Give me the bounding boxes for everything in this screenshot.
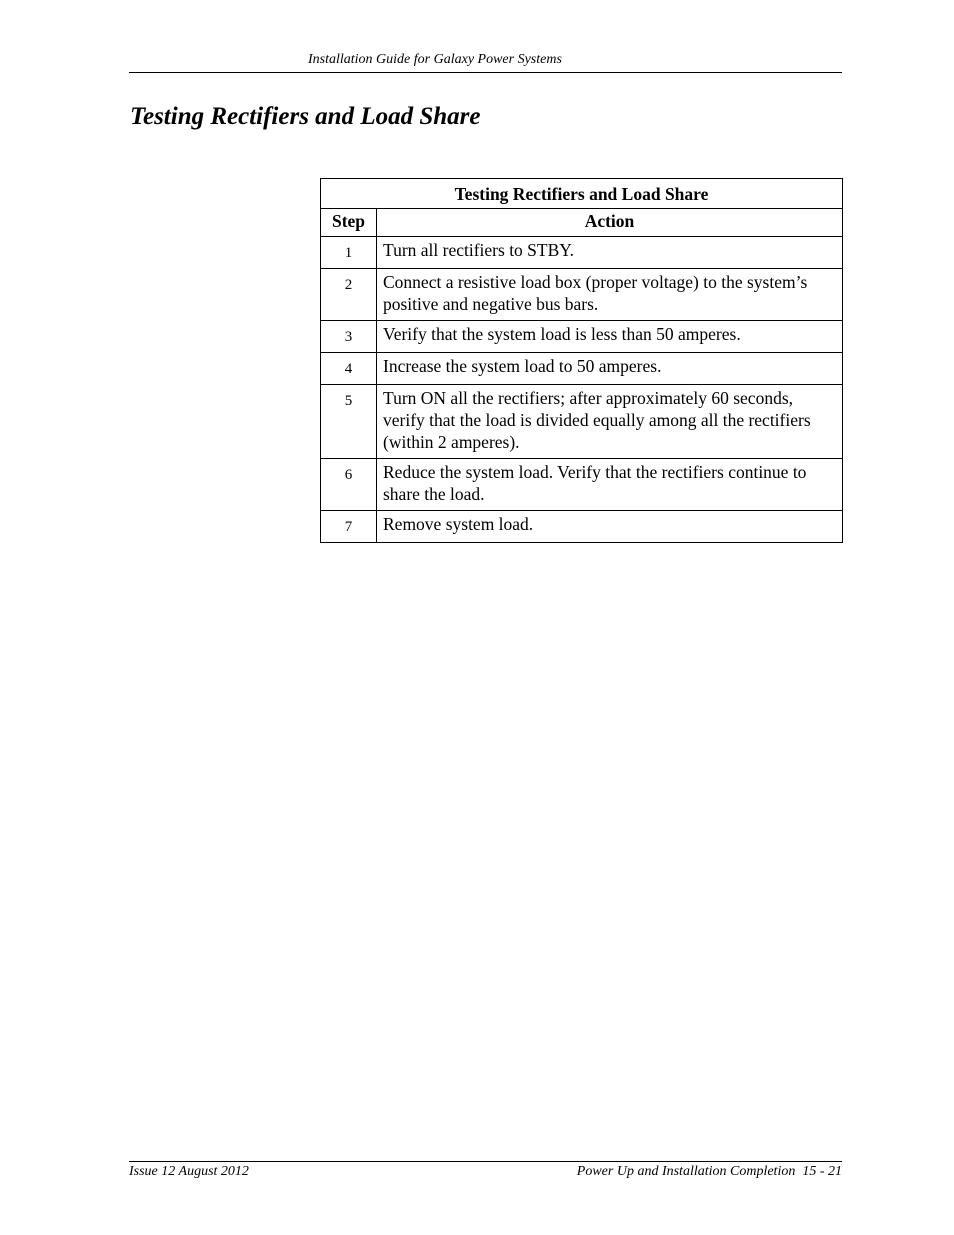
table-row <box>321 511 843 543</box>
step-action: Increase the system load to 50 amperes. <box>377 353 843 385</box>
step-action: Verify that the system load is less than 50 amperes. <box>377 321 843 353</box>
table-row <box>321 321 843 353</box>
step-number: 3 <box>321 321 377 353</box>
footer-page-number: Power Up and Installation Completion 15 - 21 <box>576 1164 842 1179</box>
step-number: 7 <box>321 511 377 543</box>
step-number: 2 <box>321 269 377 321</box>
table-row <box>321 237 843 269</box>
table-caption: Testing Rectifiers and Load Share <box>321 179 843 209</box>
table-header-row <box>321 209 843 237</box>
step-action: Connect a resistive load box (proper voltage) to the system’s positive and negative bus bars. <box>377 269 843 321</box>
column-header-action: Action <box>377 209 843 237</box>
table-row <box>321 385 843 459</box>
running-header <box>129 50 842 73</box>
procedure-table <box>320 178 843 543</box>
step-action: Reduce the system load. Verify that the rectifiers continue to share the load. <box>377 459 843 511</box>
table-caption-row <box>321 179 843 209</box>
column-header-step: Step <box>321 209 377 237</box>
step-action: Remove system load. <box>377 511 843 543</box>
running-footer <box>129 1161 842 1179</box>
table-row <box>321 459 843 511</box>
section-title: Testing Rectifiers and Load Share <box>130 103 481 130</box>
step-number: 4 <box>321 353 377 385</box>
table-row <box>321 269 843 321</box>
footer-issue: Issue 12 August 2012 <box>129 1164 249 1179</box>
step-action: Turn all rectifiers to STBY. <box>377 237 843 269</box>
step-number: 5 <box>321 385 377 459</box>
step-number: 1 <box>321 237 377 269</box>
table-row <box>321 353 843 385</box>
step-action: Turn ON all the rectifiers; after approximately 60 seconds, verify that the load is divided equally among all the rectifiers (within 2 amperes). <box>377 385 843 459</box>
running-header-title: Installation Guide for Galaxy Power Systems <box>308 52 562 67</box>
step-number: 6 <box>321 459 377 511</box>
